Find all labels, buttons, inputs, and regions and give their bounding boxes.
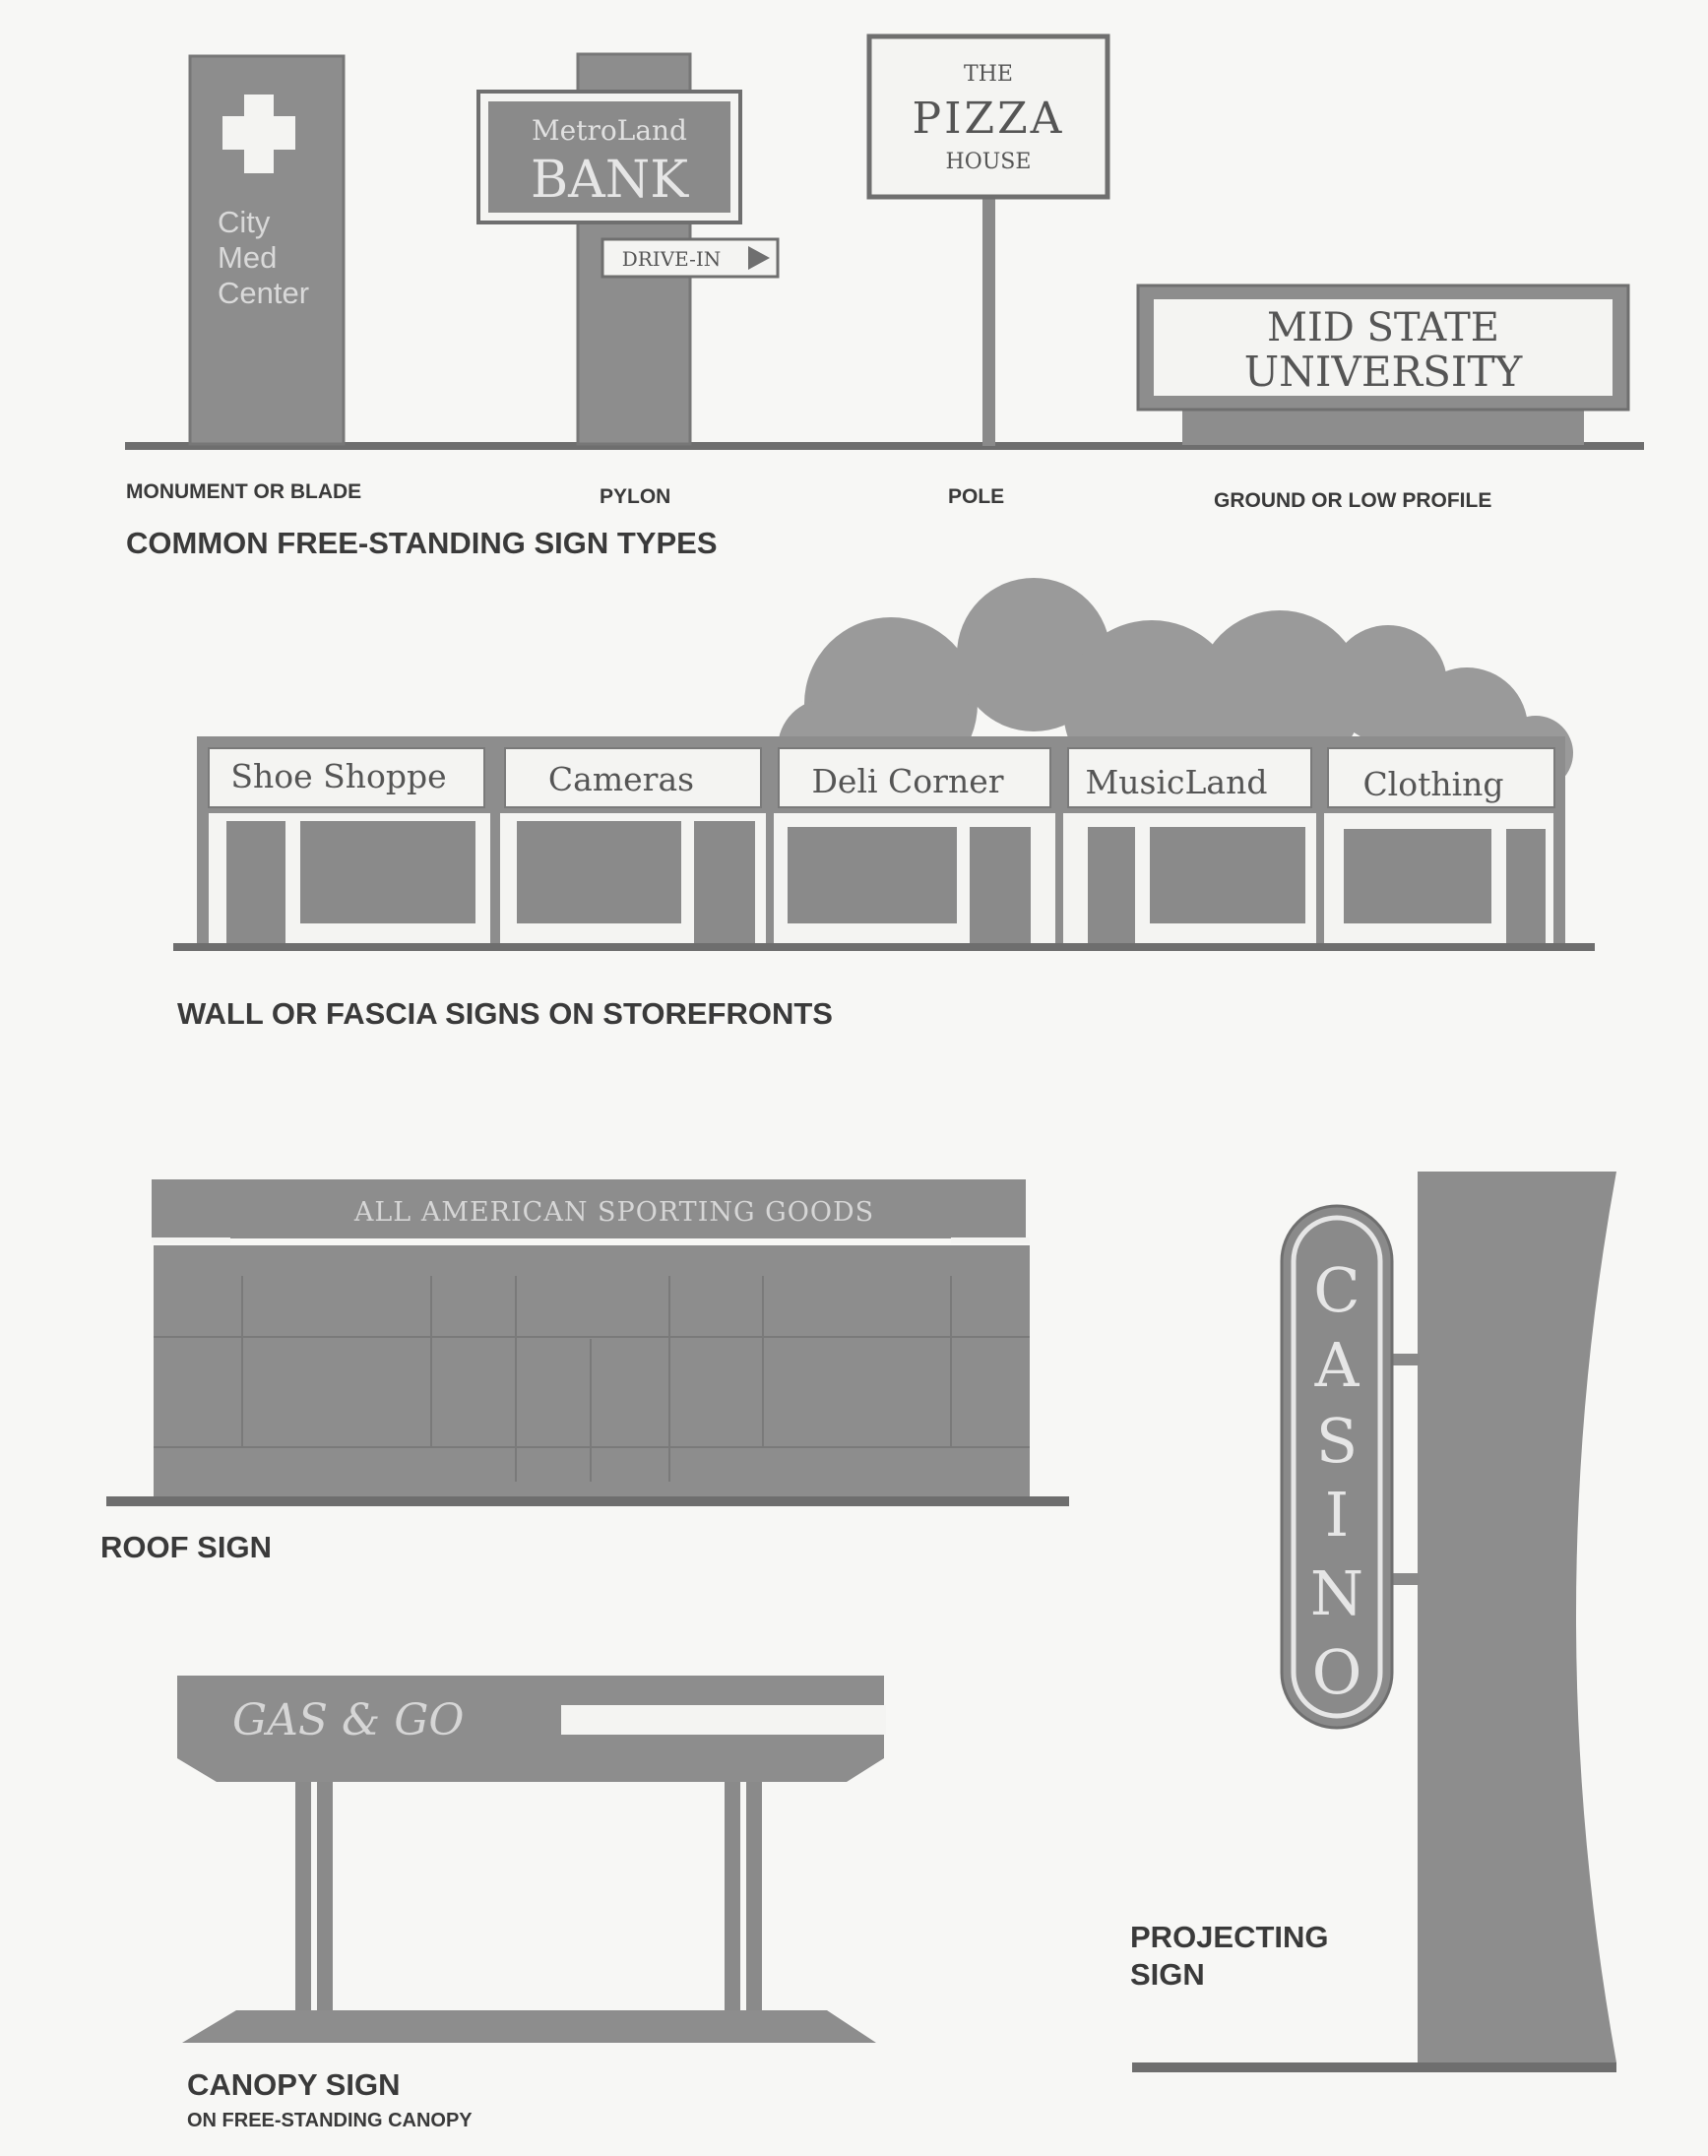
ground-line-2: UNIVERSITY: [1243, 348, 1523, 396]
caption-free-standing: COMMON FREE-STANDING SIGN TYPES: [126, 526, 718, 560]
monument-sign: [190, 56, 344, 444]
store-sign-3: Deli Corner: [811, 762, 1004, 800]
ground-sign: [1138, 285, 1628, 445]
monument-line-3: Center: [218, 276, 310, 310]
caption-storefronts: WALL OR FASCIA SIGNS ON STOREFRONTS: [177, 996, 833, 1031]
label-ground: GROUND OR LOW PROFILE: [1214, 489, 1492, 512]
casino-letter-4: I: [1324, 1479, 1350, 1551]
label-monument: MONUMENT OR BLADE: [126, 480, 362, 503]
label-pylon: PYLON: [600, 485, 671, 508]
roof-sign-text: ALL AMERICAN SPORTING GOODS: [353, 1197, 875, 1228]
caption-roof: ROOF SIGN: [100, 1530, 272, 1564]
canopy-columns: [295, 1782, 762, 2010]
roof-sign: [100, 1179, 1069, 1564]
pylon-arrow-text: DRIVE-IN: [621, 247, 722, 271]
projecting-sign: [1130, 1172, 1616, 2072]
store-sign-2: Cameras: [547, 760, 695, 798]
caption-projecting-2: SIGN: [1130, 1957, 1205, 1992]
store-sign-1: Shoe Shoppe: [230, 757, 447, 795]
casino-letter-2: A: [1314, 1329, 1360, 1401]
casino-letter-1: C: [1313, 1254, 1360, 1326]
casino-letter-5: N: [1309, 1557, 1364, 1629]
pylon-sign: [478, 54, 778, 444]
pole-line-2: PIZZA: [912, 94, 1065, 144]
canopy-sign: [177, 1676, 886, 2131]
pole-line-3: HOUSE: [945, 150, 1032, 174]
canopy-sign-text: GAS & GO: [232, 1695, 465, 1745]
pylon-line-1: MetroLand: [532, 114, 687, 147]
pole-sign: [869, 36, 1107, 446]
ground-line-1: MID STATE: [1266, 305, 1500, 350]
storefront-signs: [173, 578, 1595, 1031]
monument-line-1: City: [218, 205, 271, 239]
caption-canopy: CANOPY SIGN: [187, 2067, 401, 2102]
monument-line-2: Med: [218, 240, 278, 275]
casino-letter-3: S: [1315, 1405, 1359, 1477]
store-sign-5: Clothing: [1362, 765, 1504, 803]
sidewalk-line: [173, 943, 1595, 951]
caption-projecting-1: PROJECTING: [1130, 1920, 1329, 1954]
casino-letter-6: O: [1311, 1636, 1362, 1708]
pole-line-1: THE: [964, 62, 1013, 87]
pylon-line-2: BANK: [530, 151, 689, 210]
label-pole: POLE: [948, 485, 1005, 508]
free-standing-signs: [125, 36, 1644, 560]
caption-canopy-sub: ON FREE-STANDING CANOPY: [187, 2110, 473, 2131]
store-sign-4: MusicLand: [1085, 763, 1268, 801]
